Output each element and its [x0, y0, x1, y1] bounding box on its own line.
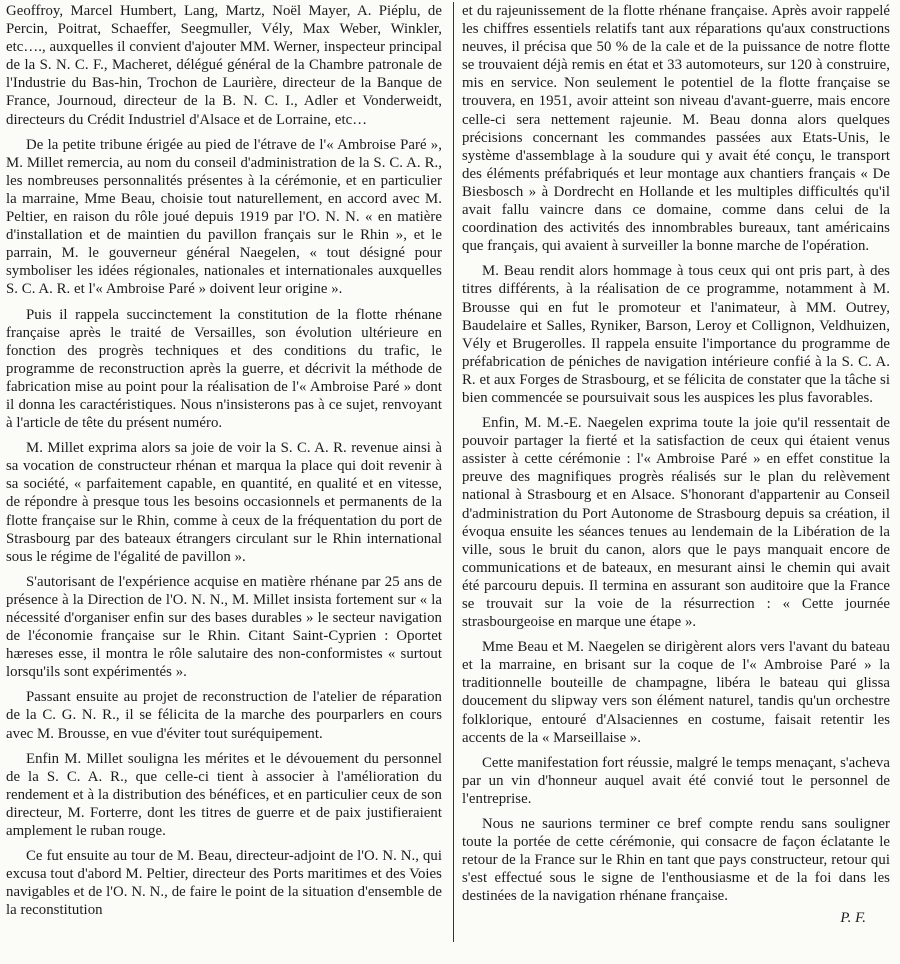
paragraph: Enfin, M. M.-E. Naegelen exprima toute la joie qu'il ressentait de pouvoir partager la fierté et la satisfaction de ceux qui étaient venus assister à cette cérémonie : l'« Ambroise Paré » en effet constitue la preuve des magnifiques progrès réalisés sur le plan du relèvement national à Strasbourg et en Alsace. S'honorant d'appartenir au Conseil d'administration du Port Autonome de Strasbourg depuis sa création, il évoqua ensuite les séances tenues au lendemain de la Libération de la ville, sous le bruit du canon, alors que le pays manquait encore de communications et de bateaux, en mesurant ainsi le chemin qui avait été parcouru depuis. Il termina en assurant son auditoire que la France se trouvait sur la voie de la résurrection : « Cette journée strasbourgeoise en marque une étape ».: [462, 415, 890, 631]
paragraph: Nous ne saurions terminer ce bref compte rendu sans souligner toute la portée de cette cérémonie, qui consacre de façon éclatante le retour de la France sur le Rhin en tant que pays constructeur, retour qui s'est effectué sous le signe de l'enthousiasme et de la foi dans les destinées de la navigation rhénane française.: [462, 816, 890, 905]
paragraph: et du rajeunissement de la flotte rhénane française. Après avoir rappelé les chiffres essentiels relatifs tant aux réparations qu'aux constructions neuves, il précisa que 50 % de la cale et de la puissance de notre flotte se trouvaient déjà remis en état et 33 automoteurs, sur 120 à construire, mis en service. Non seulement le potentiel de la flotte française se trouvera, en 1951, avoir atteint son niveau d'avant-guerre, mais encore celle-ci sera nettement rajeunie. M. Beau donna alors quelques précisions concernant les commandes passées aux Etats-Unis, le système d'assemblage à la soudure qui y avait été conçu, le transport des éléments préfabriqués et leur montage aux chantiers français « De Biesbosch » à Dordrecht en Hollande et les multiples difficultés qu'il avait fallu vaincre dans ce domaine, comme dans celui de la coordination des activités des innombrables bureaux, tant américains que français, qui avaient à surveiller la bonne marche de l'opération.: [462, 3, 890, 255]
paragraph: M. Beau rendit alors hommage à tous ceux qui ont pris part, à des titres différents, à la réalisation de ce programme, notamment à M. Brousse qui en fut le promoteur et l'animateur, à MM. Outrey, Baudelaire et Salles, Ryniker, Barson, Leroy et Collignon, Veldhuizen, Vély et Brugerolles. Il rappela ensuite l'importance du programme de préfabrication de péniches de navigation intérieure confié à la S. C. A. R. et aux Forges de Strasbourg, et se félicita de constater que la tâche si bien commencée se poursuivait sous les auspices les plus favorables.: [462, 263, 890, 406]
right-column: [452, 2, 890, 964]
paragraph: Geoffroy, Marcel Humbert, Lang, Martz, Noël Mayer, A. Piéplu, de Percin, Poitrat, Schaeffer, Seegmuller, Vély, Max Weber, Winkler, etc…., auxquelles il convient d'ajouter MM. Werner, inspecteur principal de la S. N. C. F., Macheret, délégué général de la Chambre patronale de l'Industrie du Bas-hin, Trochon de Laurière, directeur de la Banque de France, Journoud, directeur de la B. N. C. I., Adler et Vonderweidt, directeurs du Crédit Industriel d'Alsace et de Lorraine, etc…: [6, 3, 442, 128]
column-divider: [453, 2, 454, 942]
article-columns: [6, 2, 890, 964]
paragraph: S'autorisant de l'expérience acquise en matière rhénane par 25 ans de présence à la Direction de l'O. N. N., M. Millet insista fortement sur « la nécessité d'organiser enfin sur des bases durables » le secteur navigation de l'économie française sur le Rhin. Citant Saint-Cyprien : Oportet hæreses esse, il montra le rôle salutaire des non-conformistes « surtout lorsqu'ils sont expérimentés ».: [6, 573, 442, 681]
paragraph: De la petite tribune érigée au pied de l'étrave de l'« Ambroise Paré », M. Millet remercia, au nom du conseil d'administration de la S. C. A. R., les nombreuses personnalités présentes à la cérémonie, et en particulier la marraine, Mme Beau, choisie tout naturellement, en accord avec M. Peltier, en raison du rôle joué depuis 1919 par l'O. N. N. « en matière d'installation et de maintien du pavillon français sur le Rhin », et le parrain, M. le gouverneur général Naegelen, « tout désigné pour symboliser les idées régionales, nationales et internationales auxquelles S. C. A. R. et l'« Ambroise Paré » doivent leur origine ».: [6, 136, 442, 298]
paragraph: Passant ensuite au projet de reconstruction de l'atelier de réparation de la C. G. N. R., il se félicita de la marche des pourparlers en cours avec M. Brousse, en vue d'éviter tout suréquipement.: [6, 689, 442, 742]
author-signature: P. F.: [840, 909, 866, 926]
paragraph: Cette manifestation fort réussie, malgré le temps menaçant, s'acheva par un vin d'honneur auquel avait été convié tout le personnel de l'entreprise.: [462, 754, 890, 807]
left-column: [6, 2, 442, 964]
paragraph: Ce fut ensuite au tour de M. Beau, directeur-adjoint de l'O. N. N., qui excusa tout d'abord M. Peltier, directeur des Ports maritimes et des Voies navigables et de l'O. N. N., de faire le point de la situation d'ensemble de la reconstitution: [6, 848, 442, 919]
paragraph: Mme Beau et M. Naegelen se dirigèrent alors vers l'avant du bateau et la marraine, en brisant sur la coque de l'« Ambroise Paré » la traditionnelle bouteille de champagne, libéra le bateau qui glissa doucement du slipway vers son élément naturel, tandis qu'un orchestre folklorique, entouré d'Alsaciennes en costume, faisait retentir les accents de la « Marseillaise ».: [462, 639, 890, 746]
paragraph: M. Millet exprima alors sa joie de voir la S. C. A. R. revenue ainsi à sa vocation de constructeur rhénan et marqua la place qui doit revenir à sa société, « parfaitement capable, en quantité, en qualité et en vitesse, de répondre à presque tous les besoins occasionnels et permanents de la flotte française sur le Rhin, comme à ceux de la fréquentation du port de Strasbourg par des bateaux étrangers circulant sur le Rhin international sous le régime de l'égalité de pavillon ».: [6, 440, 442, 565]
paragraph: Puis il rappela succinctement la constitution de la flotte rhénane française après le traité de Versailles, son évolution ultérieure en fonction des progrès techniques et des conditions du trafic, le programme de reconstruction après la guerre, et décrivit la méthode de fabrication mise au point pour la réalisation de l'« Ambroise Paré » dont il donna les caractéristiques. Nous n'insisterons pas à ce sujet, renvoyant à l'article de tête du présent numéro.: [6, 306, 442, 432]
paragraph: Enfin M. Millet souligna les mérites et le dévouement du personnel de la S. C. A. R., que celle-ci tient à associer à l'amélioration du rendement et à la distribution des bénéfices, et en particulier ceux de son directeur, M. Forterre, dont les titres de guerre et de paix justifieraient amplement le ruban rouge.: [6, 750, 442, 840]
